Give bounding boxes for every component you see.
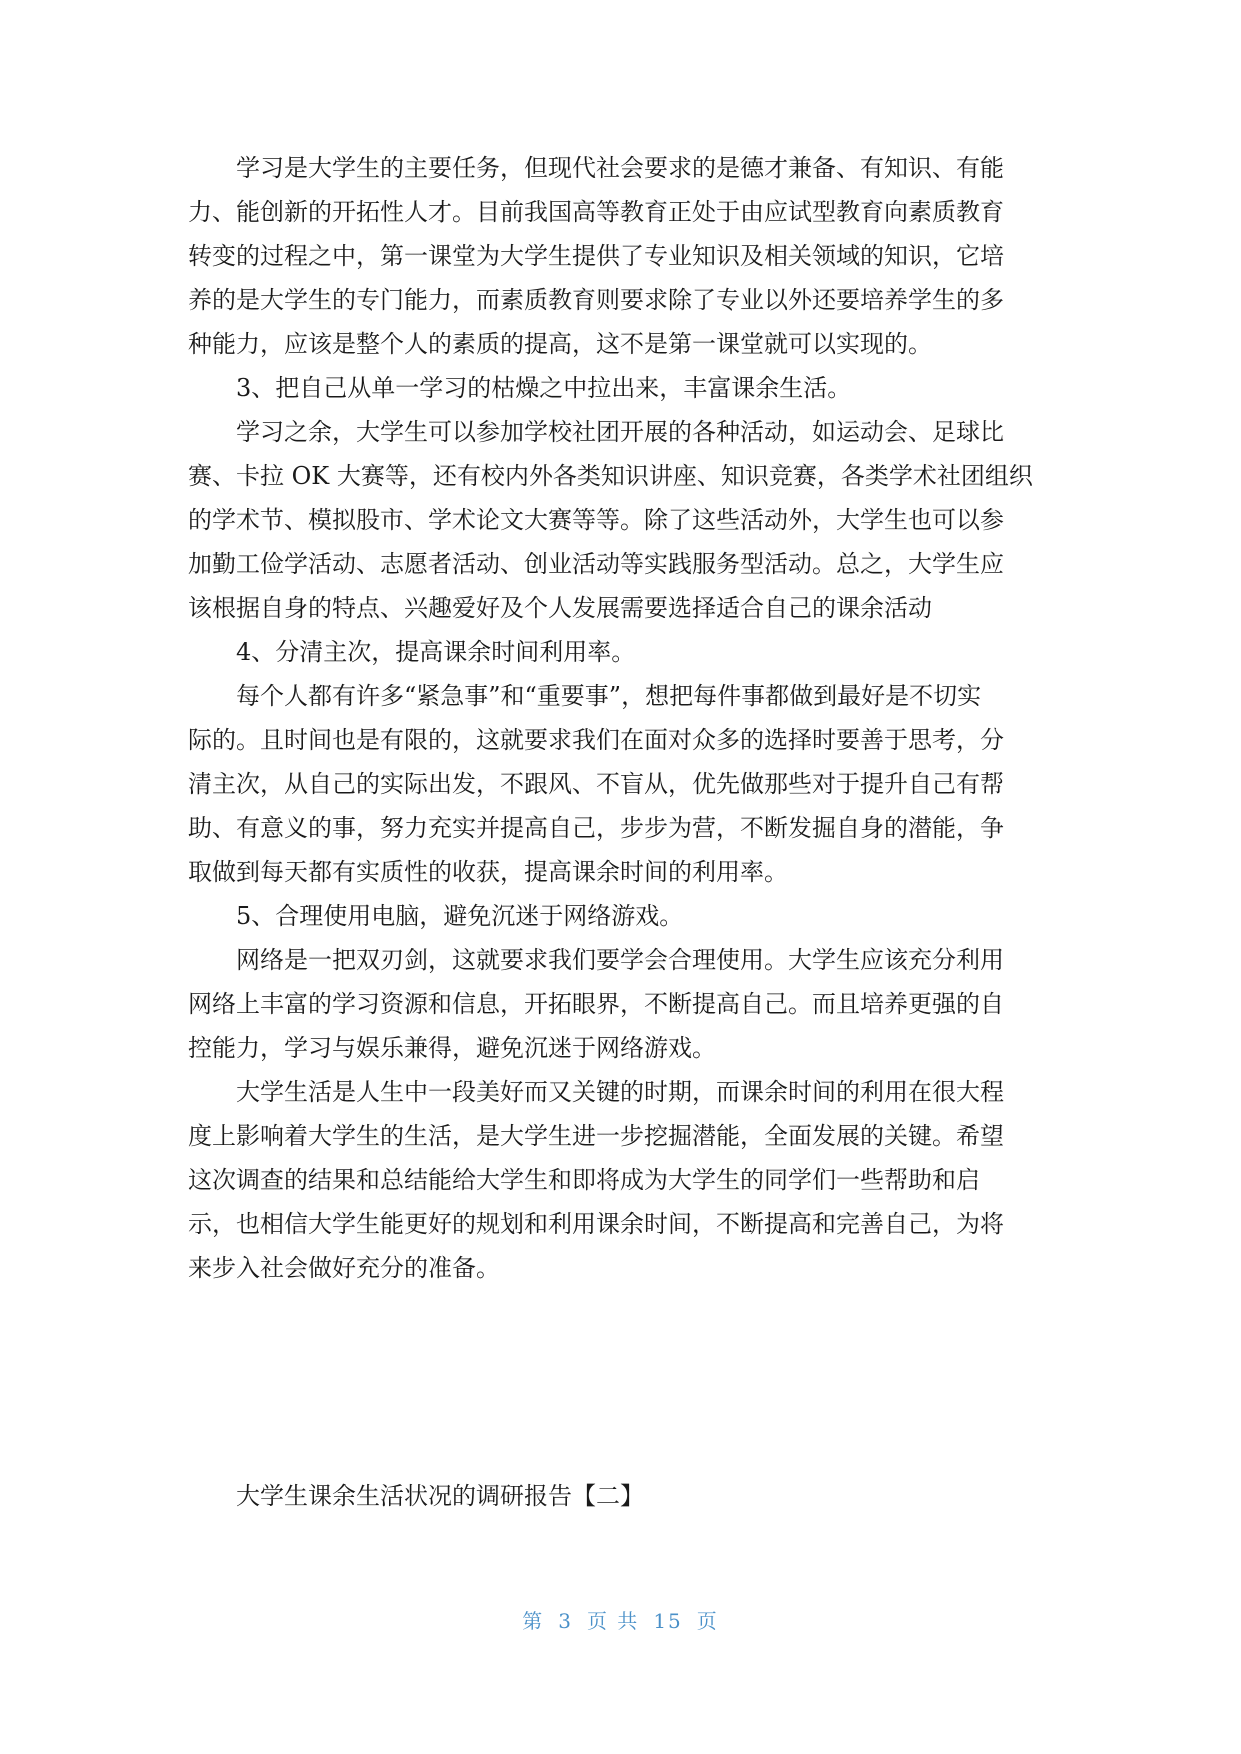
paragraph-line: 该根据自身的特点、兴趣爱好及个人发展需要选择适合自己的课余活动 (188, 594, 932, 622)
subheading-line: 4、分清主次，提高课余时间利用率。 (236, 638, 636, 666)
footer-current-page: 3 (558, 1609, 573, 1633)
footer-suffix: 页 (696, 1609, 719, 1633)
paragraph-line: 力、能创新的开拓性人才。目前我国高等教育正处于由应试型教育向素质教育 (188, 198, 1004, 226)
footer-total-pages: 15 (653, 1609, 683, 1633)
paragraph-line: 取做到每天都有实质性的收获，提高课余时间的利用率。 (188, 858, 788, 886)
subheading-line: 5、合理使用电脑，避免沉迷于网络游戏。 (236, 902, 684, 930)
paragraph-line: 来步入社会做好充分的准备。 (188, 1254, 500, 1282)
paragraph-line: 控能力，学习与娱乐兼得，避免沉迷于网络游戏。 (188, 1034, 716, 1062)
paragraph-line: 网络是一把双刃剑，这就要求我们要学会合理使用。大学生应该充分利用 (236, 946, 1004, 974)
paragraph-line: 学习之余，大学生可以参加学校社团开展的各种活动，如运动会、足球比 (236, 418, 1004, 446)
paragraph-line: 转变的过程之中，第一课堂为大学生提供了专业知识及相关领域的知识，它培 (188, 242, 1004, 270)
paragraph-line: 种能力，应该是整个人的素质的提高，这不是第一课堂就可以实现的。 (188, 330, 932, 358)
paragraph-line: 大学生活是人生中一段美好而又关键的时期，而课余时间的利用在很大程 (236, 1078, 1004, 1106)
page-footer (0, 1605, 1241, 1634)
subheading-line: 3、把自己从单一学习的枯燥之中拉出来，丰富课余生活。 (236, 374, 852, 402)
paragraph-line: 学习是大学生的主要任务，但现代社会要求的是德才兼备、有知识、有能 (236, 154, 1004, 182)
paragraph-line: 养的是大学生的专门能力，而素质教育则要求除了专业以外还要培养学生的多 (188, 286, 1004, 314)
paragraph-line: 这次调查的结果和总结能给大学生和即将成为大学生的同学们一些帮助和启 (188, 1166, 980, 1194)
paragraph-line: 清主次，从自己的实际出发，不跟风、不盲从，优先做那些对于提升自己有帮 (188, 770, 1004, 798)
paragraph-line: 度上影响着大学生的生活，是大学生进一步挖掘潜能，全面发展的关键。希望 (188, 1122, 1004, 1150)
footer-prefix: 第 (522, 1609, 545, 1633)
paragraph-line: 加勤工俭学活动、志愿者活动、创业活动等实践服务型活动。总之，大学生应 (188, 550, 1004, 578)
paragraph-line: 每个人都有许多“紧急事”和“重要事”，想把每件事都做到最好是不切实 (236, 682, 982, 710)
paragraph-line: 示，也相信大学生能更好的规划和利用课余时间，不断提高和完善自己，为将 (188, 1210, 1004, 1238)
footer-middle: 页 共 (586, 1609, 640, 1633)
paragraph-line: 际的。且时间也是有限的，这就要求我们在面对众多的选择时要善于思考，分 (188, 726, 1004, 754)
paragraph-line: 网络上丰富的学习资源和信息，开拓眼界，不断提高自己。而且培养更强的自 (188, 990, 1004, 1018)
section-heading: 大学生课余生活状况的调研报告【二】 (236, 1482, 644, 1510)
paragraph-line: 赛、卡拉 OK 大赛等，还有校内外各类知识讲座、知识竞赛，各类学术社团组织 (188, 462, 1033, 490)
paragraph-line: 助、有意义的事，努力充实并提高自己，步步为营，不断发掘自身的潜能，争 (188, 814, 1004, 842)
paragraph-line: 的学术节、模拟股市、学术论文大赛等等。除了这些活动外，大学生也可以参 (188, 506, 1004, 534)
